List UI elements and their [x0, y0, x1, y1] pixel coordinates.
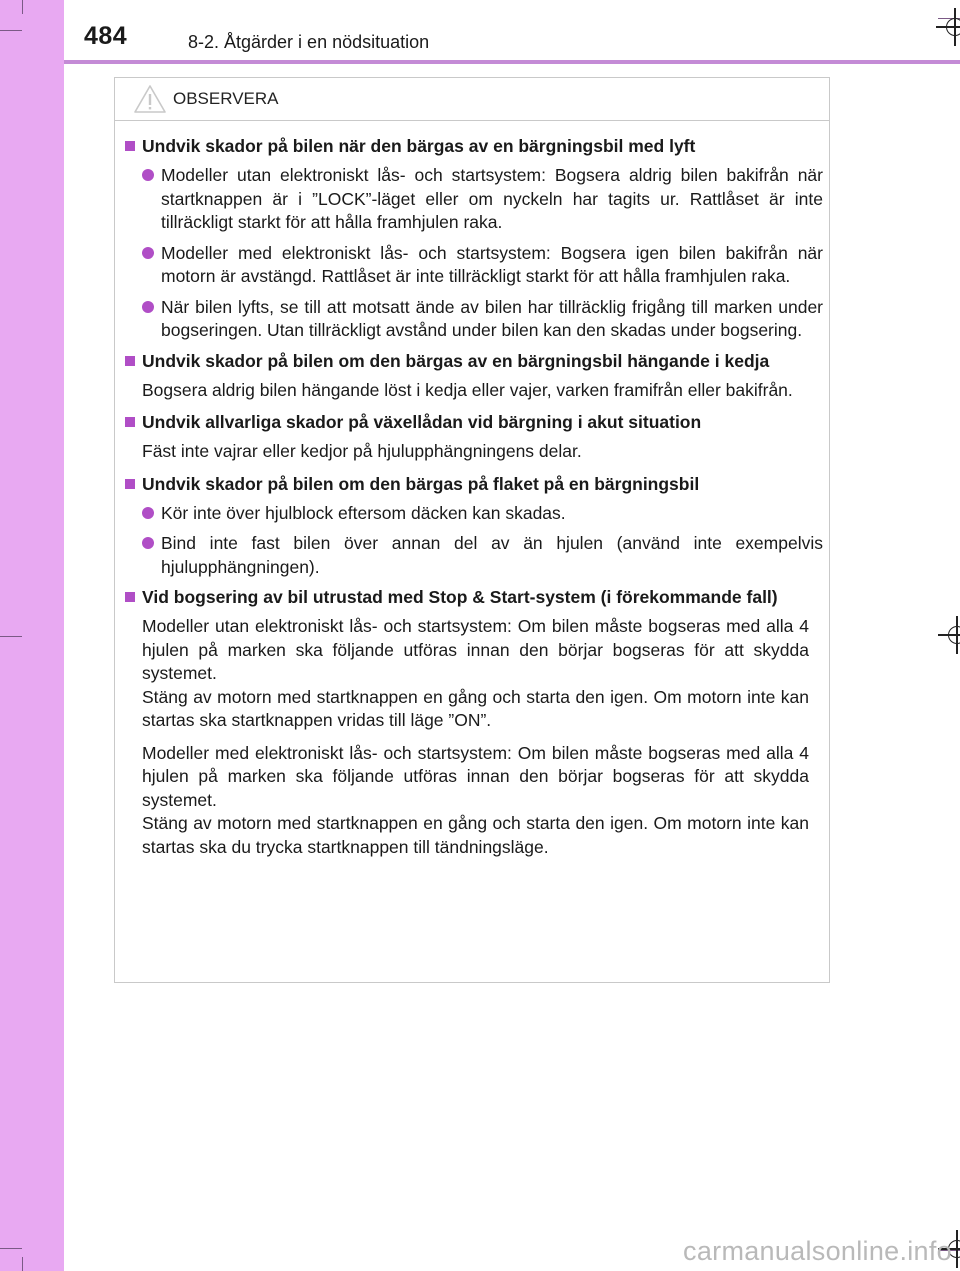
round-bullet-icon — [142, 247, 154, 259]
section-heading: Undvik allvarliga skador på växellådan vid bärgning i akut situation — [125, 411, 823, 434]
crop-mark — [0, 636, 22, 637]
square-bullet-icon — [125, 592, 135, 602]
watermark: carmanualsonline.info — [683, 1236, 952, 1266]
square-bullet-icon — [125, 141, 135, 151]
paragraph: Modeller med elektroniskt lås- och startsystem: Om bilen måste bogseras med alla 4 hjulen på marken ska följande utföras innan den börjar bogseras för att skydda systemet. — [142, 742, 809, 810]
notice-body — [115, 121, 829, 859]
registration-mark-icon — [944, 622, 960, 648]
round-bullet-icon — [142, 301, 154, 313]
header-rule — [64, 60, 960, 64]
crop-mark — [22, 0, 23, 14]
bullet-item: Modeller med elektroniskt lås- och startsystem: Bogsera igen bilen bakifrån när motorn är avstängd. Rattlåset är inte tillräckligt starkt för att hålla framhjulen raka. — [142, 242, 823, 289]
registration-mark-icon — [942, 14, 960, 40]
section-title: 8-2. Åtgärder i en nödsituation — [188, 32, 430, 52]
notice-box — [114, 77, 830, 983]
round-bullet-icon — [142, 507, 154, 519]
bullet-item: Bind inte fast bilen över annan del av än hjulen (använd inte exempelvis hjulupphängningen). — [142, 532, 823, 579]
bullet-item: Kör inte över hjulblock eftersom däcken kan skadas. — [142, 502, 823, 526]
paragraph: Stäng av motorn med startknappen en gång och starta den igen. Om motorn inte kan startas ska du trycka startknappen till tändningsläge. — [142, 813, 809, 857]
section-heading: Undvik skador på bilen när den bärgas av en bärgningsbil med lyft — [125, 135, 823, 158]
paragraph: Bogsera aldrig bilen hängande löst i kedja eller vajer, varken framifrån eller bakifrån. — [142, 379, 793, 400]
crop-mark — [0, 1248, 22, 1249]
paragraph: Stäng av motorn med startknappen en gång och starta den igen. Om motorn inte kan startas ska startknappen vridas till läge ”ON”. — [142, 686, 809, 730]
crop-mark — [22, 1257, 23, 1271]
bullet-item: När bilen lyfts, se till att motsatt ände av bilen har tillräcklig frigång till marken under bogseringen. Utan tillräckligt avstånd under bilen kan den skadas under bogsering. — [142, 296, 823, 343]
paragraph: Modeller utan elektroniskt lås- och startsystem: Om bilen måste bogseras med alla 4 hjulen på marken ska följande utföras innan den börjar bogseras för att skydda systemet. — [142, 616, 809, 683]
section-heading: Undvik skador på bilen om den bärgas av en bärgningsbil hängande i kedja — [125, 350, 823, 373]
crop-mark — [0, 30, 22, 31]
warning-triangle-icon — [133, 84, 167, 114]
paragraph-block — [125, 742, 823, 860]
square-bullet-icon — [125, 479, 135, 489]
square-bullet-icon — [125, 356, 135, 366]
section-heading: Vid bogsering av bil utrustad med Stop & Start-system (i förekommande fall) — [125, 586, 823, 609]
round-bullet-icon — [142, 169, 154, 181]
round-bullet-icon — [142, 537, 154, 549]
section-heading: Undvik skador på bilen om den bärgas på flaket på en bärgningsbil — [125, 473, 823, 496]
page-number: 484 — [84, 22, 128, 50]
bullet-item: Modeller utan elektroniskt lås- och startsystem: Bogsera aldrig bilen bakifrån när startknappen är i ”LOCK”-läget eller om nyckeln har tagits ur. Rattlåset är inte tillräckligt starkt för att hålla framhjulen raka. — [142, 164, 823, 235]
paragraph-block — [125, 615, 823, 733]
notice-header — [115, 78, 829, 121]
square-bullet-icon — [125, 417, 135, 427]
notice-title: OBSERVERA — [173, 89, 279, 108]
paragraph: Fäst inte vajrar eller kedjor på hjulupphängningens delar. — [142, 441, 582, 461]
